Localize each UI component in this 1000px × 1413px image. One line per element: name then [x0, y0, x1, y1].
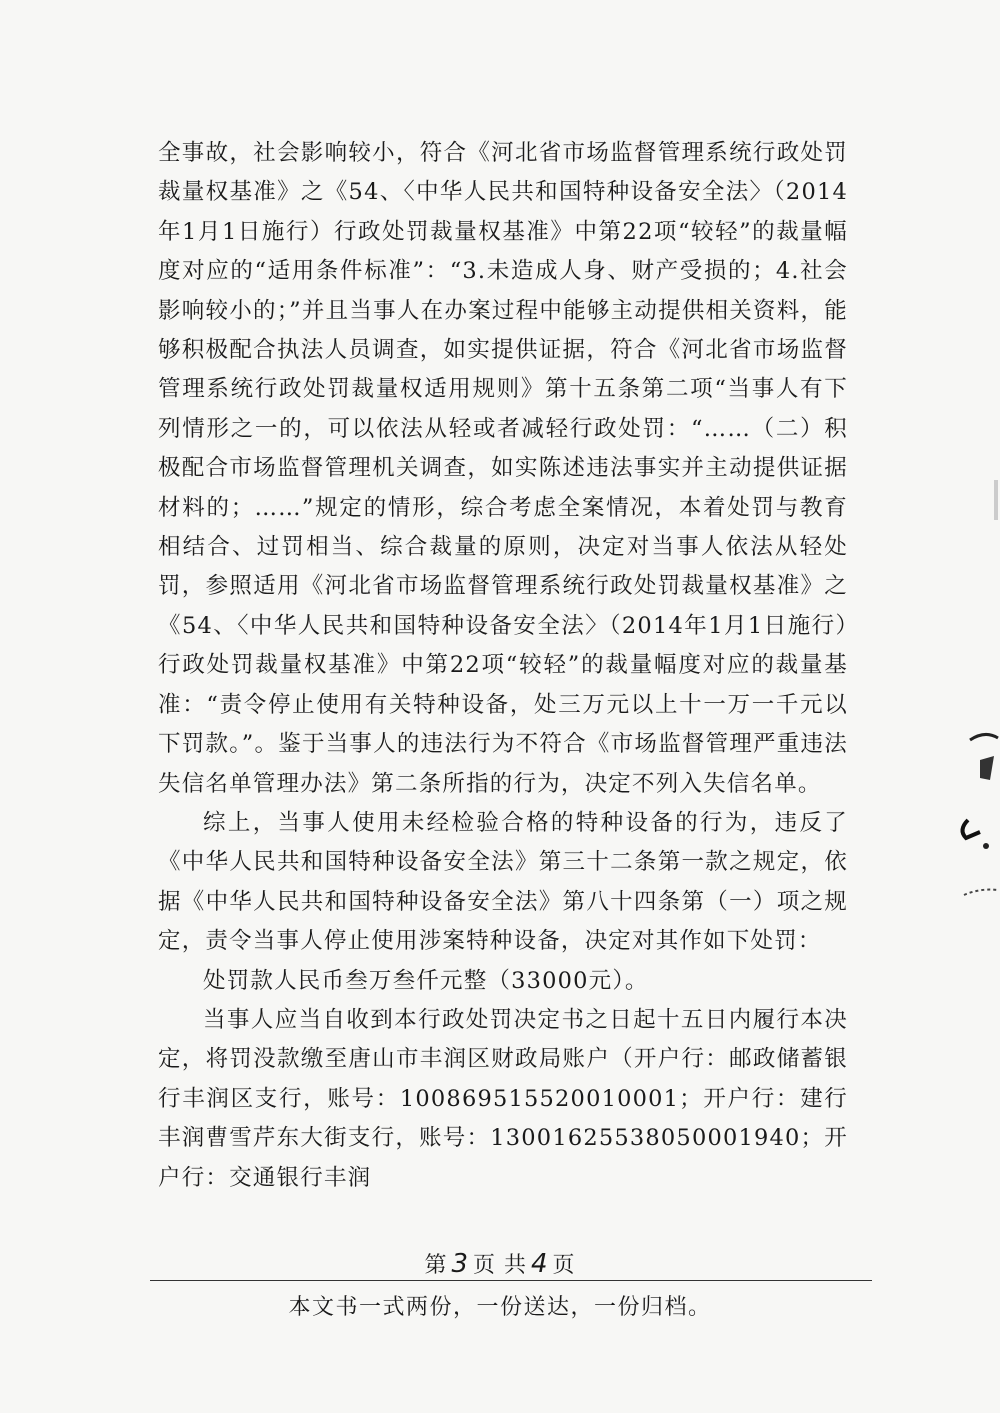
paragraph-continued: 全事故，社会影响较小，符合《河北省市场监督管理系统行政处罚裁量权基准》之《54、〈中华人民共和国特种设备安全法〉（2014年1月1日施行）行政处罚裁量权基准》中第22项“较轻”的裁量幅度对应的“适用条件标准”：“3.未造成人身、财产受损的；4.社会影响较小的；”并且当事人在办案过程中能够主动提供相关资料，能够积极配合执法人员调查，如实提供证据，符合《河北省市场监督管理系统行政处罚裁量权适用规则》第十五条第二项“当事人有下列情形之一的，可以依法从轻或者减轻行政处罚：“……（二）积极配合市场监督管理机关调查，如实陈述违法事实并主动提供证据材料的；……”规定的情形，综合考虑全案情况，本着处罚与教育相结合、过罚相当、综合裁量的原则，决定对当事人依法从轻处罚，参照适用《河北省市场监督管理系统行政处罚裁量权基准》之《54、〈中华人民共和国特种设备安全法〉（2014年1月1日施行）行政处罚裁量权基准》中第22项“较轻”的裁量幅度对应的裁量基准：“责令停止使用有关特种设备，处三万元以上十一万一千元以下罚款。”。鉴于当事人的违法行为不符合《市场监督管理严重违法失信名单管理办法》第二条所指的行为，决定不列入失信名单。	[158, 140, 848, 797]
page-prefix: 第	[424, 1253, 448, 1278]
footer-divider	[150, 1280, 872, 1281]
paragraph-payment: 当事人应当自收到本行政处罚决定书之日起十五日内履行本决定，将罚没款缴至唐山市丰润区财政局账户（开户行：邮政储蓄银行丰润区支行，账号：100869515520010001；开户行：建行丰润曹雪芹东大街支行，账号：13001625538050001940；开户行：交通银行丰润	[158, 1006, 848, 1191]
footer-note: 本文书一式两份，一份送达，一份归档。	[288, 1295, 712, 1320]
page-number	[0, 1248, 1000, 1279]
paragraph-conclusion: 综上，当事人使用未经检验合格的特种设备的行为，违反了《中华人民共和国特种设备安全法》第三十二条第一款之规定，依据《中华人民共和国特种设备安全法》第八十四条第（一）项之规定，责令当事人停止使用涉案特种设备，决定对其作如下处罚：	[158, 809, 848, 955]
total-pages-handwritten: 4	[531, 1249, 549, 1279]
page-suffix: 页	[552, 1253, 576, 1278]
document-body	[158, 134, 848, 1198]
scan-artifact	[994, 480, 998, 520]
paragraph-penalty: 处罚款人民币叁万叁仟元整（33000元）。	[203, 967, 649, 994]
current-page-handwritten: 3	[451, 1249, 469, 1279]
partial-seal-stamp-icon	[950, 720, 1000, 930]
page-mid: 页 共	[473, 1253, 527, 1278]
